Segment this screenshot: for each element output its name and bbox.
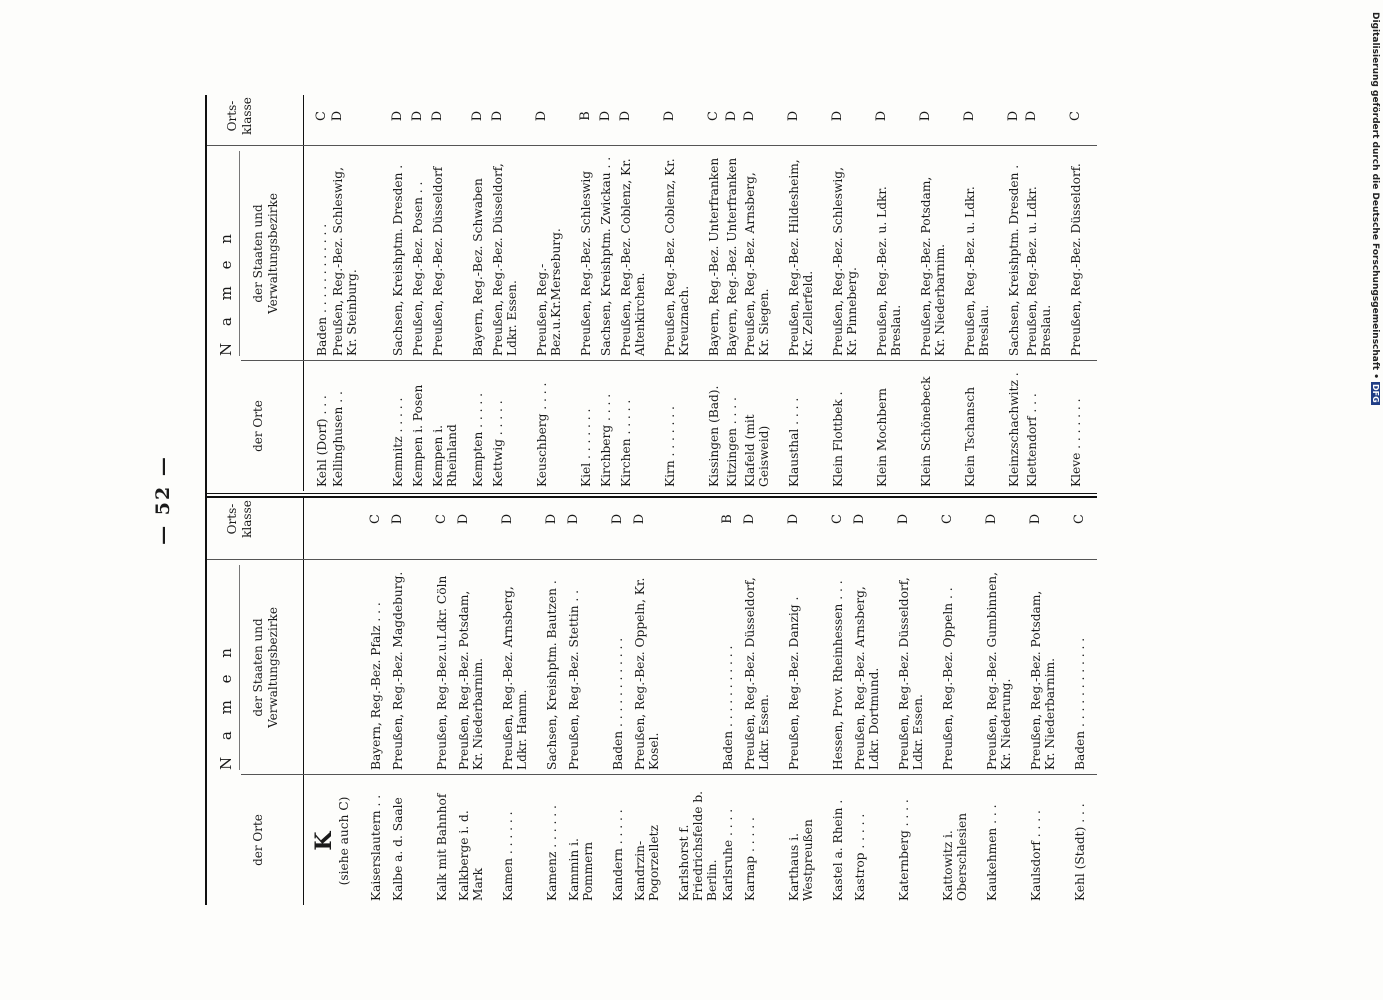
state-district: Preußen, Reg.-Bez. Schleswig [579, 170, 593, 356]
orts-klasse: C [368, 514, 383, 524]
state-district: Sachsen, Kreishptm. Dresden . [1007, 164, 1021, 356]
orts-klasse: D [852, 513, 867, 525]
funding-note-text: Digitalisierung gefördert durch die Deutsche Forschungsgemeinschaft • [1370, 12, 1380, 379]
place-name: Kempen i. Rheinland [431, 424, 459, 487]
orts-klasse: D [918, 110, 933, 122]
place-name: Kastrop . . . . . [853, 813, 867, 901]
orts-klasse: D [962, 110, 977, 122]
place-name: Kirchberg . . . . [599, 393, 613, 487]
place-name: Kalbe a. d. Saale [391, 797, 405, 901]
state-district: Preußen, Reg.-Bez. u. Ldkr. Breslau. [963, 186, 991, 356]
state-district: Preußen, Reg.-Bez. Coblenz, Kr. Kreuznach. [663, 158, 691, 356]
orts-klasse: D [896, 513, 911, 525]
place-name: Kettwig . . . . . [491, 400, 505, 487]
header-klasse: Orts-klasse [225, 97, 254, 135]
header-namen-underline [239, 151, 241, 356]
state-district: Preußen, Reg.-Bez. Magdeburg. [391, 571, 405, 770]
place-name: Kissingen (Bad). [707, 385, 721, 487]
place-name: Klein Schönebeck [919, 376, 933, 487]
place-name: Kehl (Dorf) . . . [315, 395, 329, 487]
state-district: Preußen, Reg.-Bez. Hildesheim, Kr. Zellerfeld. [787, 159, 815, 356]
orts-klasse: D [390, 513, 405, 525]
header-divider [241, 360, 303, 361]
orts-klasse: B [578, 111, 593, 121]
funding-note [1366, 12, 1380, 403]
right-table-header [207, 95, 304, 491]
place-name: Kirchen . . . . . [619, 399, 633, 487]
left-table-body [307, 498, 1097, 905]
state-district: Preußen, Reg.-Bez. Düsseldorf, Ldkr. Essen. [743, 577, 771, 770]
state-district: Preußen, Reg.-Bez. Schleswig, Kr. Steinburg. [331, 167, 359, 356]
orts-klasse: D [662, 110, 677, 122]
orts-klasse: D [534, 110, 549, 122]
header-staaten: der Staaten und Verwaltungsbezirke [251, 193, 280, 314]
state-district: Preußen, Reg.-Bez. Düsseldorf, Ldkr. Essen. [897, 577, 925, 770]
orts-klasse: D [470, 110, 485, 122]
orts-klasse: D [330, 110, 345, 122]
place-name: Klein Tschansch [963, 386, 977, 487]
place-name: Kellinghusen . . [331, 391, 345, 487]
state-district: Baden . . . . . . . . . . . . [611, 637, 625, 770]
place-name: Klein Flottbek . [831, 391, 845, 487]
orts-klasse: D [786, 110, 801, 122]
place-name: Kalkberge i. d. Mark [457, 810, 485, 901]
orts-klasse: D [742, 110, 757, 122]
left-table [207, 498, 1097, 905]
state-district: Sachsen, Kreishptm. Dresden . [391, 164, 405, 356]
place-name: Kastel a. Rhein . [831, 799, 845, 901]
place-name: Keuschberg . . . . [535, 382, 549, 487]
section-note: (siehe auch C) [337, 796, 351, 886]
double-rule [207, 493, 1097, 498]
state-district: Preußen, Reg.-Bez. Danzig . [787, 596, 801, 770]
state-district: Preußen, Reg.-Bez. Arnsberg, Kr. Siegen. [743, 172, 771, 356]
place-name: Kattowitz i. Oberschlesien [941, 812, 969, 901]
place-name: Kemnitz . . . . . [391, 397, 405, 487]
state-district: Preußen, Reg.-Bez. Düsseldorf. [1069, 163, 1083, 356]
place-name: Klettendorf . . . [1025, 393, 1039, 487]
orts-klasse: D [500, 513, 515, 525]
place-name: Kamen . . . . . . [501, 811, 515, 901]
page-number: — 52 — [152, 455, 174, 545]
orts-klasse: D [874, 110, 889, 122]
orts-klasse: D [410, 110, 425, 122]
orts-klasse: D [544, 513, 559, 525]
state-district: Preußen, Reg.-Bez. u. Ldkr. Breslau. [875, 186, 903, 356]
place-name: Karlshorst f. Friedrichsfelde b. Berlin. [677, 790, 719, 901]
state-district: Preußen, Reg.-Bez. u. Ldkr. Breslau. [1025, 186, 1053, 356]
place-name: Karlsruhe . . . . [721, 808, 735, 901]
state-district: Sachsen, Kreishptm. Bautzen . [545, 580, 559, 770]
state-district: Preußen, Reg.-Bez. Arnsberg, Ldkr. Hamm. [501, 586, 529, 770]
place-name: Kandern . . . . . [611, 809, 625, 901]
header-namen: N a m e n [217, 228, 235, 356]
header-orte: der Orte [251, 400, 265, 452]
place-name: Kleve . . . . . . . [1069, 398, 1083, 487]
place-name: Kaulsdorf . . . . [1029, 810, 1043, 901]
orts-klasse: D [724, 110, 739, 122]
place-name: Kamenz . . . . . . [545, 805, 559, 901]
state-district: Bayern, Reg.-Bez. Unterfranken [725, 157, 739, 356]
place-name: Kalk mit Bahnhof [435, 793, 449, 901]
state-district: Baden . . . . . . . . . . . . [315, 223, 329, 356]
orts-klasse: D [1024, 110, 1039, 122]
right-table [207, 95, 1097, 491]
place-name: Kitzingen . . . . [725, 397, 739, 487]
orts-klasse: D [430, 110, 445, 122]
orts-klasse: D [742, 513, 757, 525]
place-name: Kaiserslautern . . [369, 794, 383, 901]
state-district: Preußen, Reg.-Bez. Arnsberg, Ldkr. Dortmund. [853, 586, 881, 770]
state-district: Preußen, Reg.-Bez. Gumbinnen, Kr. Niederung. [985, 571, 1013, 770]
orts-klasse: D [1028, 513, 1043, 525]
dfg-badge: DFG [1371, 383, 1380, 403]
state-district: Preußen, Reg.-Bez. Potsdam, Kr. Niederbarnim. [919, 176, 947, 356]
orts-klasse: B [720, 514, 735, 524]
orts-klasse: C [706, 111, 721, 121]
header-divider [241, 774, 303, 775]
state-district: Baden . . . . . . . . . . . [721, 645, 735, 770]
orts-klasse: D [830, 110, 845, 122]
place-name: Klausthal . . . . [787, 397, 801, 487]
state-district: Sachsen, Kreishptm. Zwickau . . [599, 156, 613, 356]
state-district: Preußen, Reg.-Bez. Oppeln . . [941, 587, 955, 770]
place-name: Kehl (Stadt) . . . [1073, 803, 1087, 901]
orts-klasse: D [390, 110, 405, 122]
orts-klasse: D [786, 513, 801, 525]
orts-klasse: D [632, 513, 647, 525]
place-name: Kiel . . . . . . . [579, 408, 593, 487]
place-name: Kandrzin-Pogorzelletz [633, 825, 661, 901]
right-table-body [307, 95, 1097, 491]
orts-klasse: D [566, 513, 581, 525]
state-district: Preußen, Reg.-Bez. Schleswig, Kr. Pinneberg. [831, 167, 859, 356]
state-district: Bayern, Reg.-Bez. Schwaben [471, 178, 485, 356]
state-district: Preußen, Reg.-Bez. Düsseldorf [431, 166, 445, 356]
state-district: Preußen, Reg.-Bez.u.Ldkr. Cöln [435, 575, 449, 770]
state-district: Bayern, Reg.-Bez. Pfalz . . . [369, 602, 383, 770]
state-district: Preußen, Reg.-Bez. Posen . . [411, 181, 425, 356]
header-namen-underline [239, 565, 241, 770]
state-district: Baden . . . . . . . . . . . . [1073, 637, 1087, 770]
orts-klasse: C [1072, 514, 1087, 524]
orts-klasse: D [456, 513, 471, 525]
orts-klasse: C [314, 111, 329, 121]
header-staaten: der Staaten und Verwaltungsbezirke [251, 607, 280, 728]
state-district: Preußen, Reg.-Bez. Potsdam, Kr. Niederbarnim. [457, 590, 485, 770]
orts-klasse: D [610, 513, 625, 525]
state-district: Preußen, Reg.-Bez.u.Kr.Merseburg. [535, 228, 563, 356]
place-name: Klafeld (mit Geisweid) [743, 414, 771, 487]
state-district: Preußen, Reg.-Bez. Stettin . . [567, 589, 581, 770]
place-name: Kleinzschachwitz . [1007, 372, 1021, 487]
state-district: Bayern, Reg.-Bez. Unterfranken [707, 157, 721, 356]
state-district: Hessen, Prov. Rheinhessen . . . [831, 580, 845, 770]
place-name: Klein Mochbern [875, 387, 889, 487]
orts-klasse: C [434, 514, 449, 524]
header-namen: N a m e n [217, 642, 235, 770]
orts-klasse: D [598, 110, 613, 122]
orts-klasse: C [830, 514, 845, 524]
section-letter: K [311, 831, 337, 851]
orts-klasse: C [940, 514, 955, 524]
orts-klasse: D [1006, 110, 1021, 122]
place-name: Kempten . . . . . [471, 392, 485, 487]
header-orte: der Orte [251, 814, 265, 866]
place-name: Karnap . . . . . [743, 817, 757, 901]
place-name: Kaukehmen . . . [985, 804, 999, 901]
state-district: Preußen, Reg.-Bez. Coblenz, Kr. Altenkirchen. [619, 158, 647, 356]
orts-klasse: D [490, 110, 505, 122]
state-district: Preußen, Reg.-Bez. Oppeln, Kr. Kosel. [633, 577, 661, 770]
orts-klasse: D [984, 513, 999, 525]
orts-klasse: D [618, 110, 633, 122]
place-name: Kirn . . . . . . . [663, 406, 677, 487]
place-name: Katernberg . . . . [897, 799, 911, 901]
orts-klasse: C [1068, 111, 1083, 121]
place-name: Kammin i. Pommern [567, 838, 595, 901]
place-name: Karthaus i. Westpreußen [787, 819, 815, 901]
section-letter-cell [311, 781, 351, 901]
state-district: Preußen, Reg.-Bez. Düsseldorf, Ldkr. Essen. [491, 163, 519, 356]
header-klasse: Orts-klasse [225, 500, 254, 538]
state-district: Preußen, Reg.-Bez. Potsdam, Kr. Niederbarnim. [1029, 590, 1057, 770]
place-name: Kempen i. Posen [411, 384, 425, 487]
